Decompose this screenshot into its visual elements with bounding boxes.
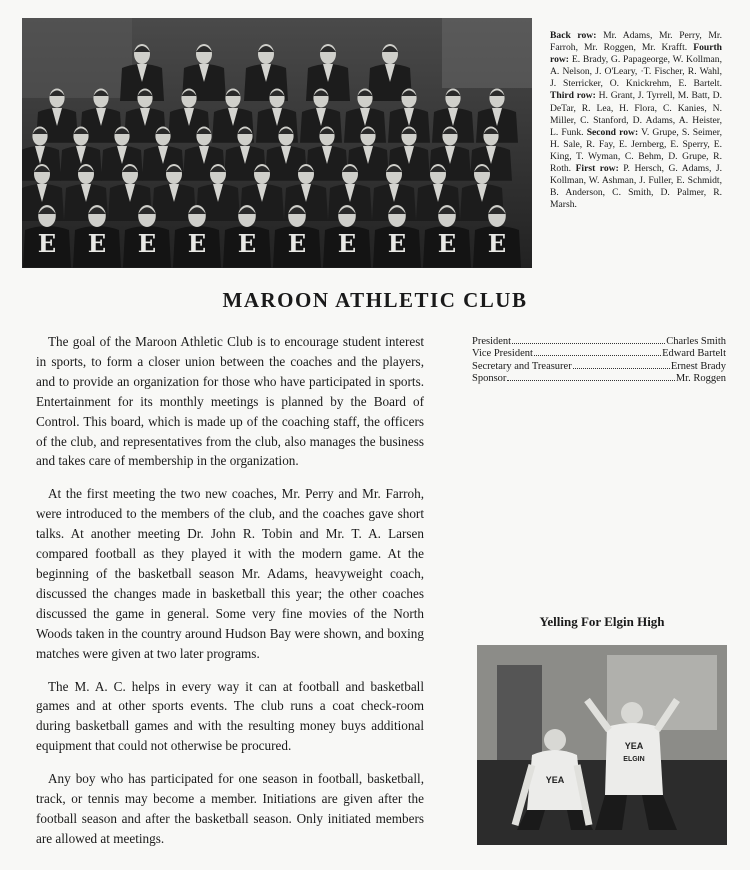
sweater-letter: E [337,229,357,258]
officer-line [472,373,726,385]
cheerleaders-photo [477,645,727,845]
body-paragraph: The M. A. C. helps in every way it can at football and basketball games and at other sports events. The club runs a coat check-room during basketball games and with the resulting money buys additional equipment that could not otherwise be procured. [36,678,424,754]
caption-row-label: Back row: [550,30,597,41]
officer-name: Mr. Roggen [675,372,726,384]
officer-line [472,336,726,348]
caption-row-label: First row: [575,163,619,175]
officer-role: Secretary and Treasurer [472,360,572,372]
officer-line [472,361,726,373]
page-title: MAROON ATHLETIC CLUB [222,288,528,312]
caption-row-names: E. Brady, G. Papageorge, W. Kollman, A. Nelson, J. O'Leary, ·T. Fischer, R. Wahl, J. Sterricker, O. Knickrehm, E. Bartelt. [550,54,722,90]
officer-line [472,348,726,360]
photo-wall-light [442,18,532,88]
body-paragraph: Any boy who has participated for one season in football, basketball, track, or tennis may become a member. Initiations are given after the football season and after the basketball season. Only initiated members are allowed at meetings. [36,771,424,846]
sweater-letter: E [387,229,407,258]
leader-dots [507,380,674,381]
officer-role: Vice President [472,348,533,360]
leader-dots [512,343,665,344]
officer-role: President [472,336,512,347]
sweater-letter: E [487,229,507,258]
caption-row-names: V. Grupe, S. Seimer, H. Sale, R. Fay, E. Jernberg, E. Sperry, E. King, T. Wyman, C. Behm, D. Grupe, R. Roth. [550,126,722,175]
caption-row-names: P. Hersch, G. Adams, J. Kollman, W. Ashman, J. Fuller, E. Schmidt, B. Anderson, C. Smith, D. Palmer, R. Marsh. [550,163,722,211]
sweater-letter: E [137,229,157,258]
leader-dots [534,355,661,356]
sweater-letter: E [187,229,207,258]
photo-doorway [497,665,542,760]
sweater-letter: E [37,229,57,258]
sweater-lettering: YEA [624,741,644,751]
leader-dots [573,368,670,369]
caption-row-names: H. Grant, J. Tyrrell, M. Batt, D. DeTar, R. Lea, H. Flora, C. Kanies, N. Miller, C. Stanford, D. Adams, A. Heister, L. Funk. [550,90,722,138]
club-group-photo [22,18,532,268]
sweater-letter: E [437,229,457,258]
photo-caption [550,30,722,211]
body-paragraph: At the first meeting the two new coaches, Mr. Perry and Mr. Farroh, were introduced to the members of the club, and the coaches gave short talks. At another meeting Dr. John R. Tobin and Mr. T. A. Larsen compared football as they played it with the modern game. At the beginning of the basketball season Mr. Adams, heavyweight coach, discussed the changes made in basketball this year; the other coaches discussed the game in general. Some very fine movies of the North Woods taken in the country around Hudson Bay were shown, and boxing matches were given at two later programs. [36,486,424,661]
cheerleaders-photo-graphic [477,645,727,845]
body-text [36,332,424,862]
officer-name: Charles Smith [666,336,726,347]
officers-list [472,336,726,385]
sweater-letter: E [287,229,307,258]
officer-name: Ernest Brady [670,360,726,372]
officer-name: Edward Bartelt [662,348,726,360]
photo-wall-light [22,18,132,98]
sweater-lettering: YEA [545,775,565,785]
body-paragraph: The goal of the Maroon Athletic Club is to encourage student interest in sports, to form a closer union between the coaches and the players, and to provide an organization for those who have participated in sports. Entertainment for its monthly meetings is planned by the Board of Control. This board, which is made up of the coaching staff, the officers of the club, and representatives from the club, also manages the business and takes care of membership in the organization. [36,334,424,469]
caption-row-names: Mr. Adams, Mr. Perry, Mr. Farroh, Mr. Roggen, Mr. Krafft. [550,30,722,54]
cheer-photo-caption: Yelling For Elgin High [539,614,665,629]
caption-row-label: Fourth row: [550,42,722,66]
caption-row [550,163,722,210]
caption-row-label: Third row: [550,90,596,102]
sweater-lettering: ELGIN [623,756,645,763]
sweater-letter: E [237,229,257,258]
photo-floor [477,760,727,845]
caption-row-label: Second row: [586,126,639,138]
sweater-letter: E [87,229,107,258]
officer-role: Sponsor [472,372,507,384]
club-group-photo-graphic [22,18,532,268]
